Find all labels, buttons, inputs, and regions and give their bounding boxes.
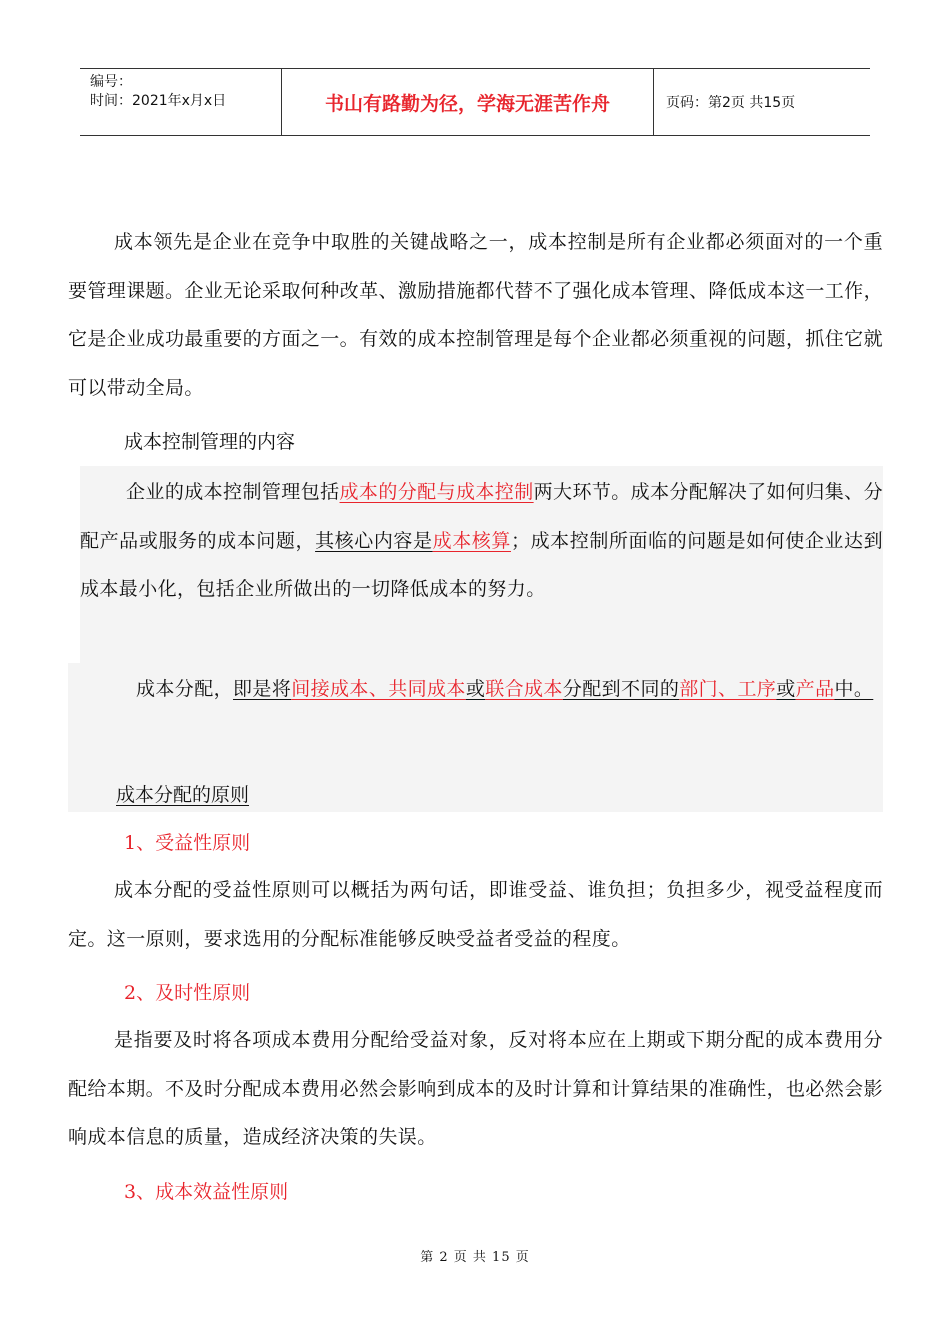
content-red-term-2: 成本核算: [432, 529, 511, 552]
principles-title: 成本分配的原则: [116, 784, 250, 806]
content-text-2: 两大环节。成本分配解决了如何归集、分配产品或服务的成本问题，: [80, 481, 883, 552]
time-label: 时间：2021年x月x日: [90, 93, 227, 109]
intro-paragraph: 成本领先是企业在竞争中取胜的关键战略之一，成本控制是所有企业都必须面对的一个重要管理课题。企业无论采取何种改革、激励措施都代替不了强化成本管理、降低成本这一工作，它是企业成功最重要的方面之一。有效的成本控制管理是每个企业都必须重视的问题，抓住它就可以带动全局。: [68, 231, 883, 399]
header-meta: [80, 69, 282, 135]
principle-3-title: 3、成本效益性原则: [124, 1181, 289, 1203]
number-label: 编号：: [90, 74, 132, 90]
content-paragraph: [80, 468, 883, 614]
header-page-label: 页码：第2页 共15页: [666, 95, 796, 111]
content-red-term-1: 成本的分配与成本控制: [339, 481, 534, 503]
header-motto: 书山有路勤为径，学海无涯苦作舟: [282, 69, 654, 135]
allocation-text-j: 中。: [834, 678, 874, 700]
allocation-term: 成本分配: [136, 678, 214, 700]
allocation-text-b: 即是将: [233, 678, 292, 700]
allocation-comma: ，: [213, 678, 234, 700]
section-title: 成本控制管理的内容: [124, 431, 296, 453]
allocation-text-d: 或: [465, 678, 486, 700]
principle-1-text: 成本分配的受益性原则可以概括为两句话，即谁受益、谁负担；负担多少，视受益程度而定。这一原则，要求选用的分配标准能够反映受益者受益的程度。: [68, 879, 883, 950]
allocation-text-h: 或: [776, 678, 796, 700]
content-text-3: ；成本控制所面临的问题是如何使企业达到成本最小化，包括企业所做出的一切降低成本的努力。: [80, 529, 883, 600]
content-underlined-text: 其核心内容是: [315, 529, 433, 552]
allocation-red-i: 产品: [795, 678, 835, 700]
principle-2-title: 2、及时性原则: [124, 982, 251, 1004]
page-footer: 第 2 页 共 15 页: [420, 1250, 530, 1265]
principle-2-text: 是指要及时将各项成本费用分配给受益对象，反对将本应在上期或下期分配的成本费用分配给本期。不及时分配成本费用必然会影响到成本的及时计算和计算结果的准确性，也必然会影响成本信息的质量，造成经济决策的失误。: [68, 1029, 883, 1148]
principle-1-title: 1、受益性原则: [124, 832, 251, 854]
allocation-red-e: 联合成本: [485, 678, 563, 700]
allocation-red-g: 部门、工序: [679, 678, 777, 700]
content-text-1: 企业的成本控制管理包括: [126, 481, 340, 503]
allocation-text-f: 分配到不同的: [562, 678, 680, 700]
allocation-definition: [68, 665, 883, 714]
allocation-red-c: 间接成本、共同成本: [291, 678, 466, 700]
page-header: [80, 68, 870, 136]
